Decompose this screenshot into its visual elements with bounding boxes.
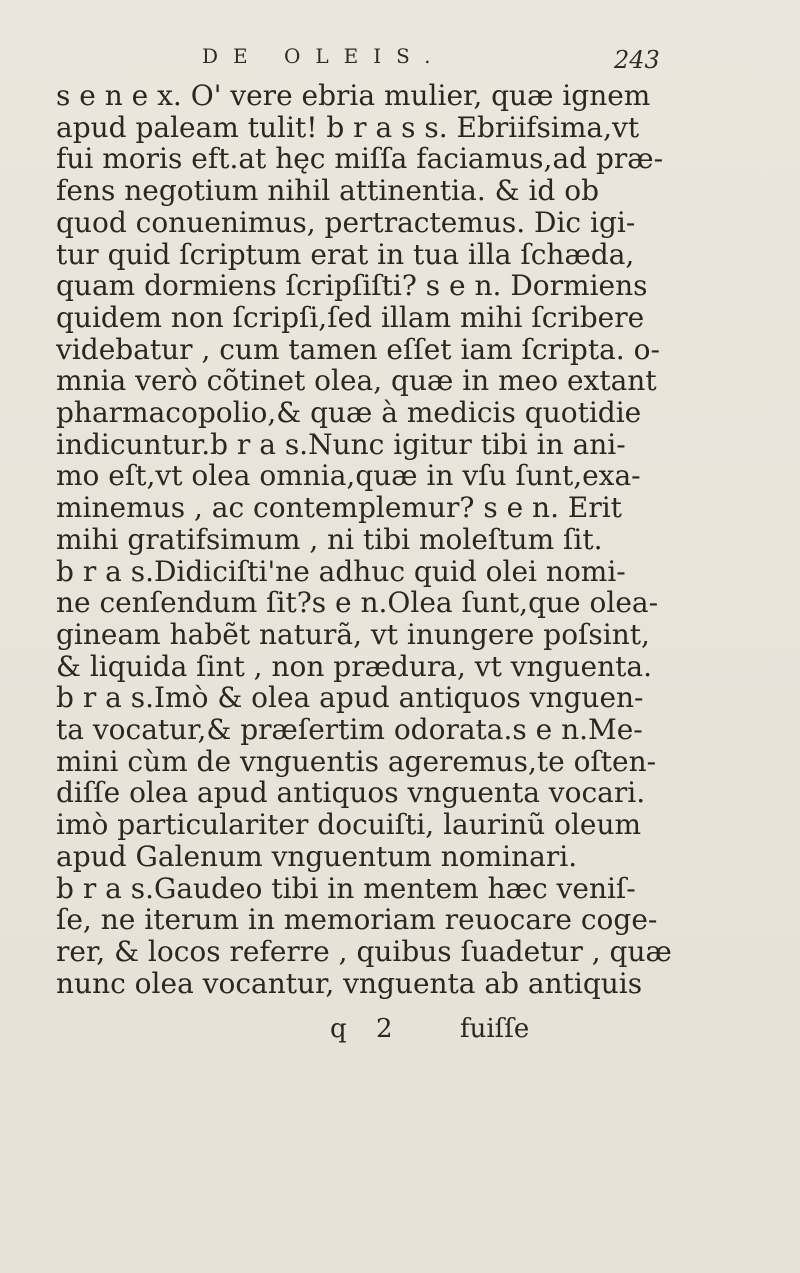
signature-number: 2 (376, 1014, 393, 1044)
page-footer (330, 1014, 770, 1054)
text-line: mo eſt,vt olea omnia,quæ in vſu ſunt,exa- (56, 460, 641, 493)
text-line: b r a s.Imò & olea apud antiquos vnguen- (56, 682, 644, 715)
text-line: b r a s.Gaudeo tibi in mentem hæc veniſ- (56, 872, 636, 905)
text-line: gineam habẽt naturã, vt inungere poſsint, (56, 618, 650, 651)
text-line: rer, & locos referre , quibus ſuadetur , quæ (56, 935, 672, 968)
page-header (170, 34, 770, 74)
text-line: tur quid ſcriptum erat in tua illa ſchæda, (56, 238, 635, 271)
signature-mark: q (330, 1014, 347, 1044)
text-line: indicuntur.b r a s.Nunc igitur tibi in ani- (56, 428, 626, 461)
text-line: mini cùm de vnguentis ageremus,te oſten- (56, 745, 657, 778)
text-line: quam dormiens ſcripſiſti? s e n. Dormiens (56, 270, 648, 302)
text-line: mihi gratifsimum , ni tibi moleſtum ſit. (56, 523, 603, 556)
text-line: quod conuenimus, pertractemus. Dic igi- (56, 206, 636, 239)
text-line: ta vocatur,& præſertim odorata.s e n.Me- (56, 714, 643, 746)
text-line: s e n e x. O' vere ebria mulier, quæ ignem (56, 80, 651, 112)
text-line: diſſe olea apud antiquos vnguenta vocari. (56, 777, 646, 810)
running-head: DE OLEIS. (202, 44, 446, 68)
text-line: fui moris eft.at hęc miſſa faciamus,ad præ- (56, 143, 664, 176)
catchword: fuiſſe (460, 1014, 530, 1044)
text-line: nunc olea vocantur, vnguenta ab antiquis (56, 967, 643, 1000)
text-line: b r a s.Didiciſti'ne adhuc quid olei nomi- (56, 555, 626, 588)
text-line: ſe, ne iterum in memoriam reuocare coge- (56, 904, 658, 936)
text-line: & liquida ſint , non prædura, vt vnguenta. (56, 650, 652, 683)
text-line: apud Galenum vnguentum nominari. (56, 840, 578, 873)
text-line: ne cenſendum ſit?s e n.Olea ſunt,que olea- (56, 587, 659, 619)
text-line: mnia verò cõtinet olea, quæ in meo extant (56, 365, 657, 398)
text-line: pharmacopolio,& quæ à medicis quotidie (56, 397, 642, 429)
page-number: 243 (614, 46, 660, 74)
body-text (56, 80, 756, 999)
text-line: imò particulariter docuiſti, laurinũ oleum (56, 809, 642, 841)
text-line: quidem non ſcripſi,ſed illam mihi ſcribere (56, 301, 645, 334)
text-line: videbatur , cum tamen eſſet iam ſcripta. o- (56, 333, 660, 366)
text-line: minemus , ac contemplemur? s e n. Erit (56, 492, 622, 524)
text-line: fens negotium nihil attinentia. & id ob (56, 175, 600, 207)
text-line: apud paleam tulit! b r a s s. Ebriifsima,vt (56, 111, 640, 144)
